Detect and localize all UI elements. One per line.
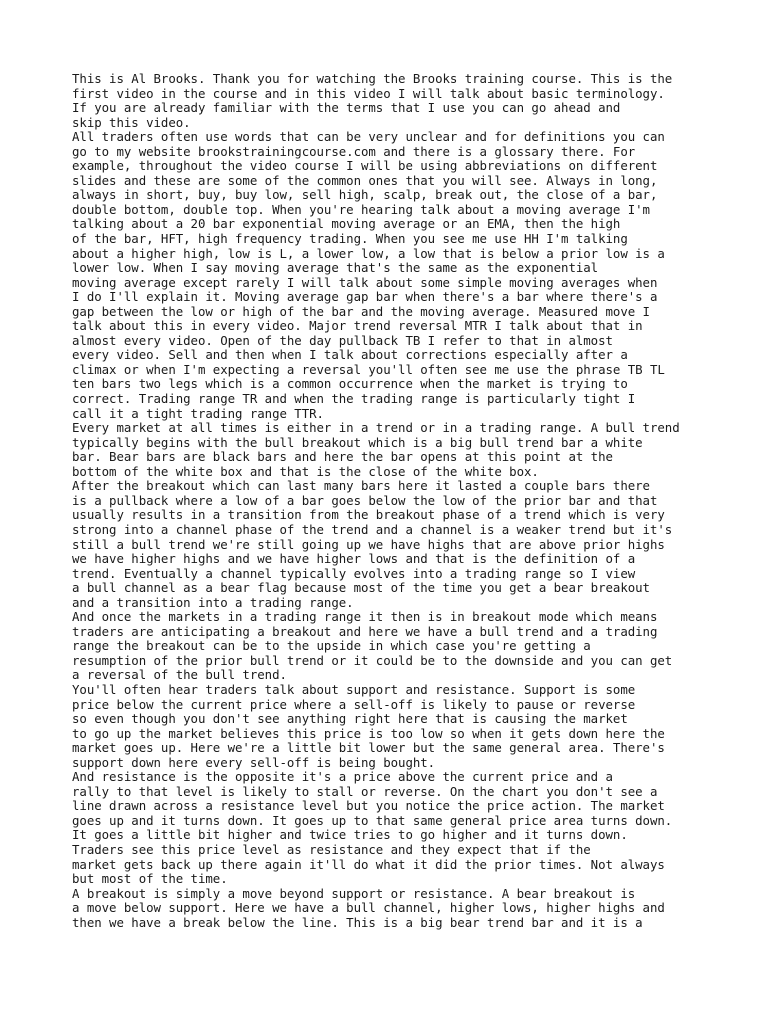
text-line: I do I'll explain it. Moving average gap bar when there's a bar where there's a (72, 289, 658, 305)
text-line: but most of the time. (72, 871, 228, 887)
text-line: bottom of the white box and that is the close of the white box. (72, 463, 539, 479)
transcript-body (72, 72, 752, 930)
text-line: is a pullback where a low of a bar goes below the low of the prior bar and that (72, 492, 658, 508)
text-line: price below the current price where a sell-off is likely to pause or reverse (72, 696, 636, 712)
text-line: lower low. When I say moving average that's the same as the exponential (72, 260, 599, 276)
text-line: trend. Eventually a channel typically evolves into a trading range so I view (72, 565, 636, 581)
text-line: It goes a little bit higher and twice tries to go higher and it turns down. (72, 827, 628, 843)
text-line: Every market at all times is either in a trend or in a trading range. A bull trend (72, 420, 680, 436)
text-line: range the breakout can be to the upside in which case you're getting a (72, 638, 591, 654)
text-line: All traders often use words that can be very unclear and for definitions you can (72, 129, 665, 145)
text-line: market goes up. Here we're a little bit lower but the same general area. There's (72, 740, 665, 756)
text-line: If you are already familiar with the terms that I use you can go ahead and (72, 100, 621, 116)
text-line: almost every video. Open of the day pullback TB I refer to that in almost (72, 332, 613, 348)
text-line: still a bull trend we're still going up we have highs that are above prior highs (72, 536, 665, 552)
text-line: Traders see this price level as resistance and they expect that if the (72, 841, 591, 857)
text-line: traders are anticipating a breakout and here we have a bull trend and a trading (72, 623, 658, 639)
text-line: This is Al Brooks. Thank you for watching the Brooks training course. This is the (72, 71, 673, 86)
text-line: a reversal of the bull trend. (72, 667, 287, 683)
text-line: moving average except rarely I will talk about some simple moving averages when (72, 274, 658, 290)
text-line: so even though you don't see anything right here that is causing the market (72, 711, 628, 727)
text-line: then we have a break below the line. This is a big bear trend bar and it is a (72, 914, 643, 930)
text-line: gap between the low or high of the bar and the moving average. Measured move I (72, 303, 650, 319)
text-line: line drawn across a resistance level but you notice the price action. The market (72, 798, 665, 814)
text-line: After the breakout which can last many bars here it lasted a couple bars there (72, 478, 650, 494)
text-line: ten bars two legs which is a common occurrence when the market is trying to (72, 376, 628, 392)
text-line: climax or when I'm expecting a reversal you'll often see me use the phrase TB TL (72, 361, 665, 377)
text-line: And once the markets in a trading range it then is in breakout mode which means (72, 609, 658, 625)
text-line: about a higher high, low is L, a lower low, a low that is below a prior low is a (72, 245, 665, 261)
text-line: a bull channel as a bear flag because most of the time you get a bear breakout (72, 580, 650, 596)
text-line: And resistance is the opposite it's a price above the current price and a (72, 769, 613, 785)
text-line: rally to that level is likely to stall or reverse. On the chart you don't see a (72, 783, 658, 799)
text-line: to go up the market believes this price is too low so when it gets down here the (72, 725, 665, 741)
text-line: double bottom, double top. When you're hearing talk about a moving average I'm (72, 201, 650, 217)
text-line: goes up and it turns down. It goes up to that same general price area turns down. (72, 812, 673, 828)
text-line: of the bar, HFT, high frequency trading. When you see me use HH I'm talking (72, 231, 628, 247)
text-line: talking about a 20 bar exponential moving average or an EMA, then the high (72, 216, 621, 232)
text-line: resumption of the prior bull trend or it could be to the downside and you can get (72, 652, 673, 668)
text-line: every video. Sell and then when I talk about corrections especially after a (72, 347, 628, 363)
text-line: market gets back up there again it'll do what it did the prior times. Not always (72, 856, 665, 872)
text-line: talk about this in every video. Major trend reversal MTR I talk about that in (72, 318, 643, 334)
text-line: bar. Bear bars are black bars and here the bar opens at this point at the (72, 449, 613, 465)
text-line: typically begins with the bull breakout which is a big bull trend bar a white (72, 434, 643, 450)
text-line: a move below support. Here we have a bull channel, higher lows, higher highs and (72, 900, 665, 916)
text-line: skip this video. (72, 114, 191, 130)
text-line: You'll often hear traders talk about support and resistance. Support is some (72, 681, 636, 697)
text-line: and a transition into a trading range. (72, 594, 354, 610)
text-line: correct. Trading range TR and when the trading range is particularly tight I (72, 391, 636, 407)
text-line: support down here every sell-off is being bought. (72, 754, 436, 770)
text-line: go to my website brookstrainingcourse.com and there is a glossary there. For (72, 143, 636, 159)
text-line: slides and these are some of the common ones that you will see. Always in long, (72, 172, 658, 188)
text-line: A breakout is simply a move beyond support or resistance. A bear breakout is (72, 885, 636, 901)
text-line: example, throughout the video course I will be using abbreviations on different (72, 158, 658, 174)
text-line: always in short, buy, buy low, sell high, scalp, break out, the close of a bar, (72, 187, 658, 203)
text-line: call it a tight trading range TTR. (72, 405, 324, 421)
text-line: strong into a channel phase of the trend and a channel is a weaker trend but it's (72, 521, 673, 537)
text-line: first video in the course and in this video I will talk about basic terminology. (72, 85, 665, 101)
text-line: usually results in a transition from the breakout phase of a trend which is very (72, 507, 665, 523)
text-line: we have higher highs and we have higher lows and that is the definition of a (72, 551, 636, 567)
